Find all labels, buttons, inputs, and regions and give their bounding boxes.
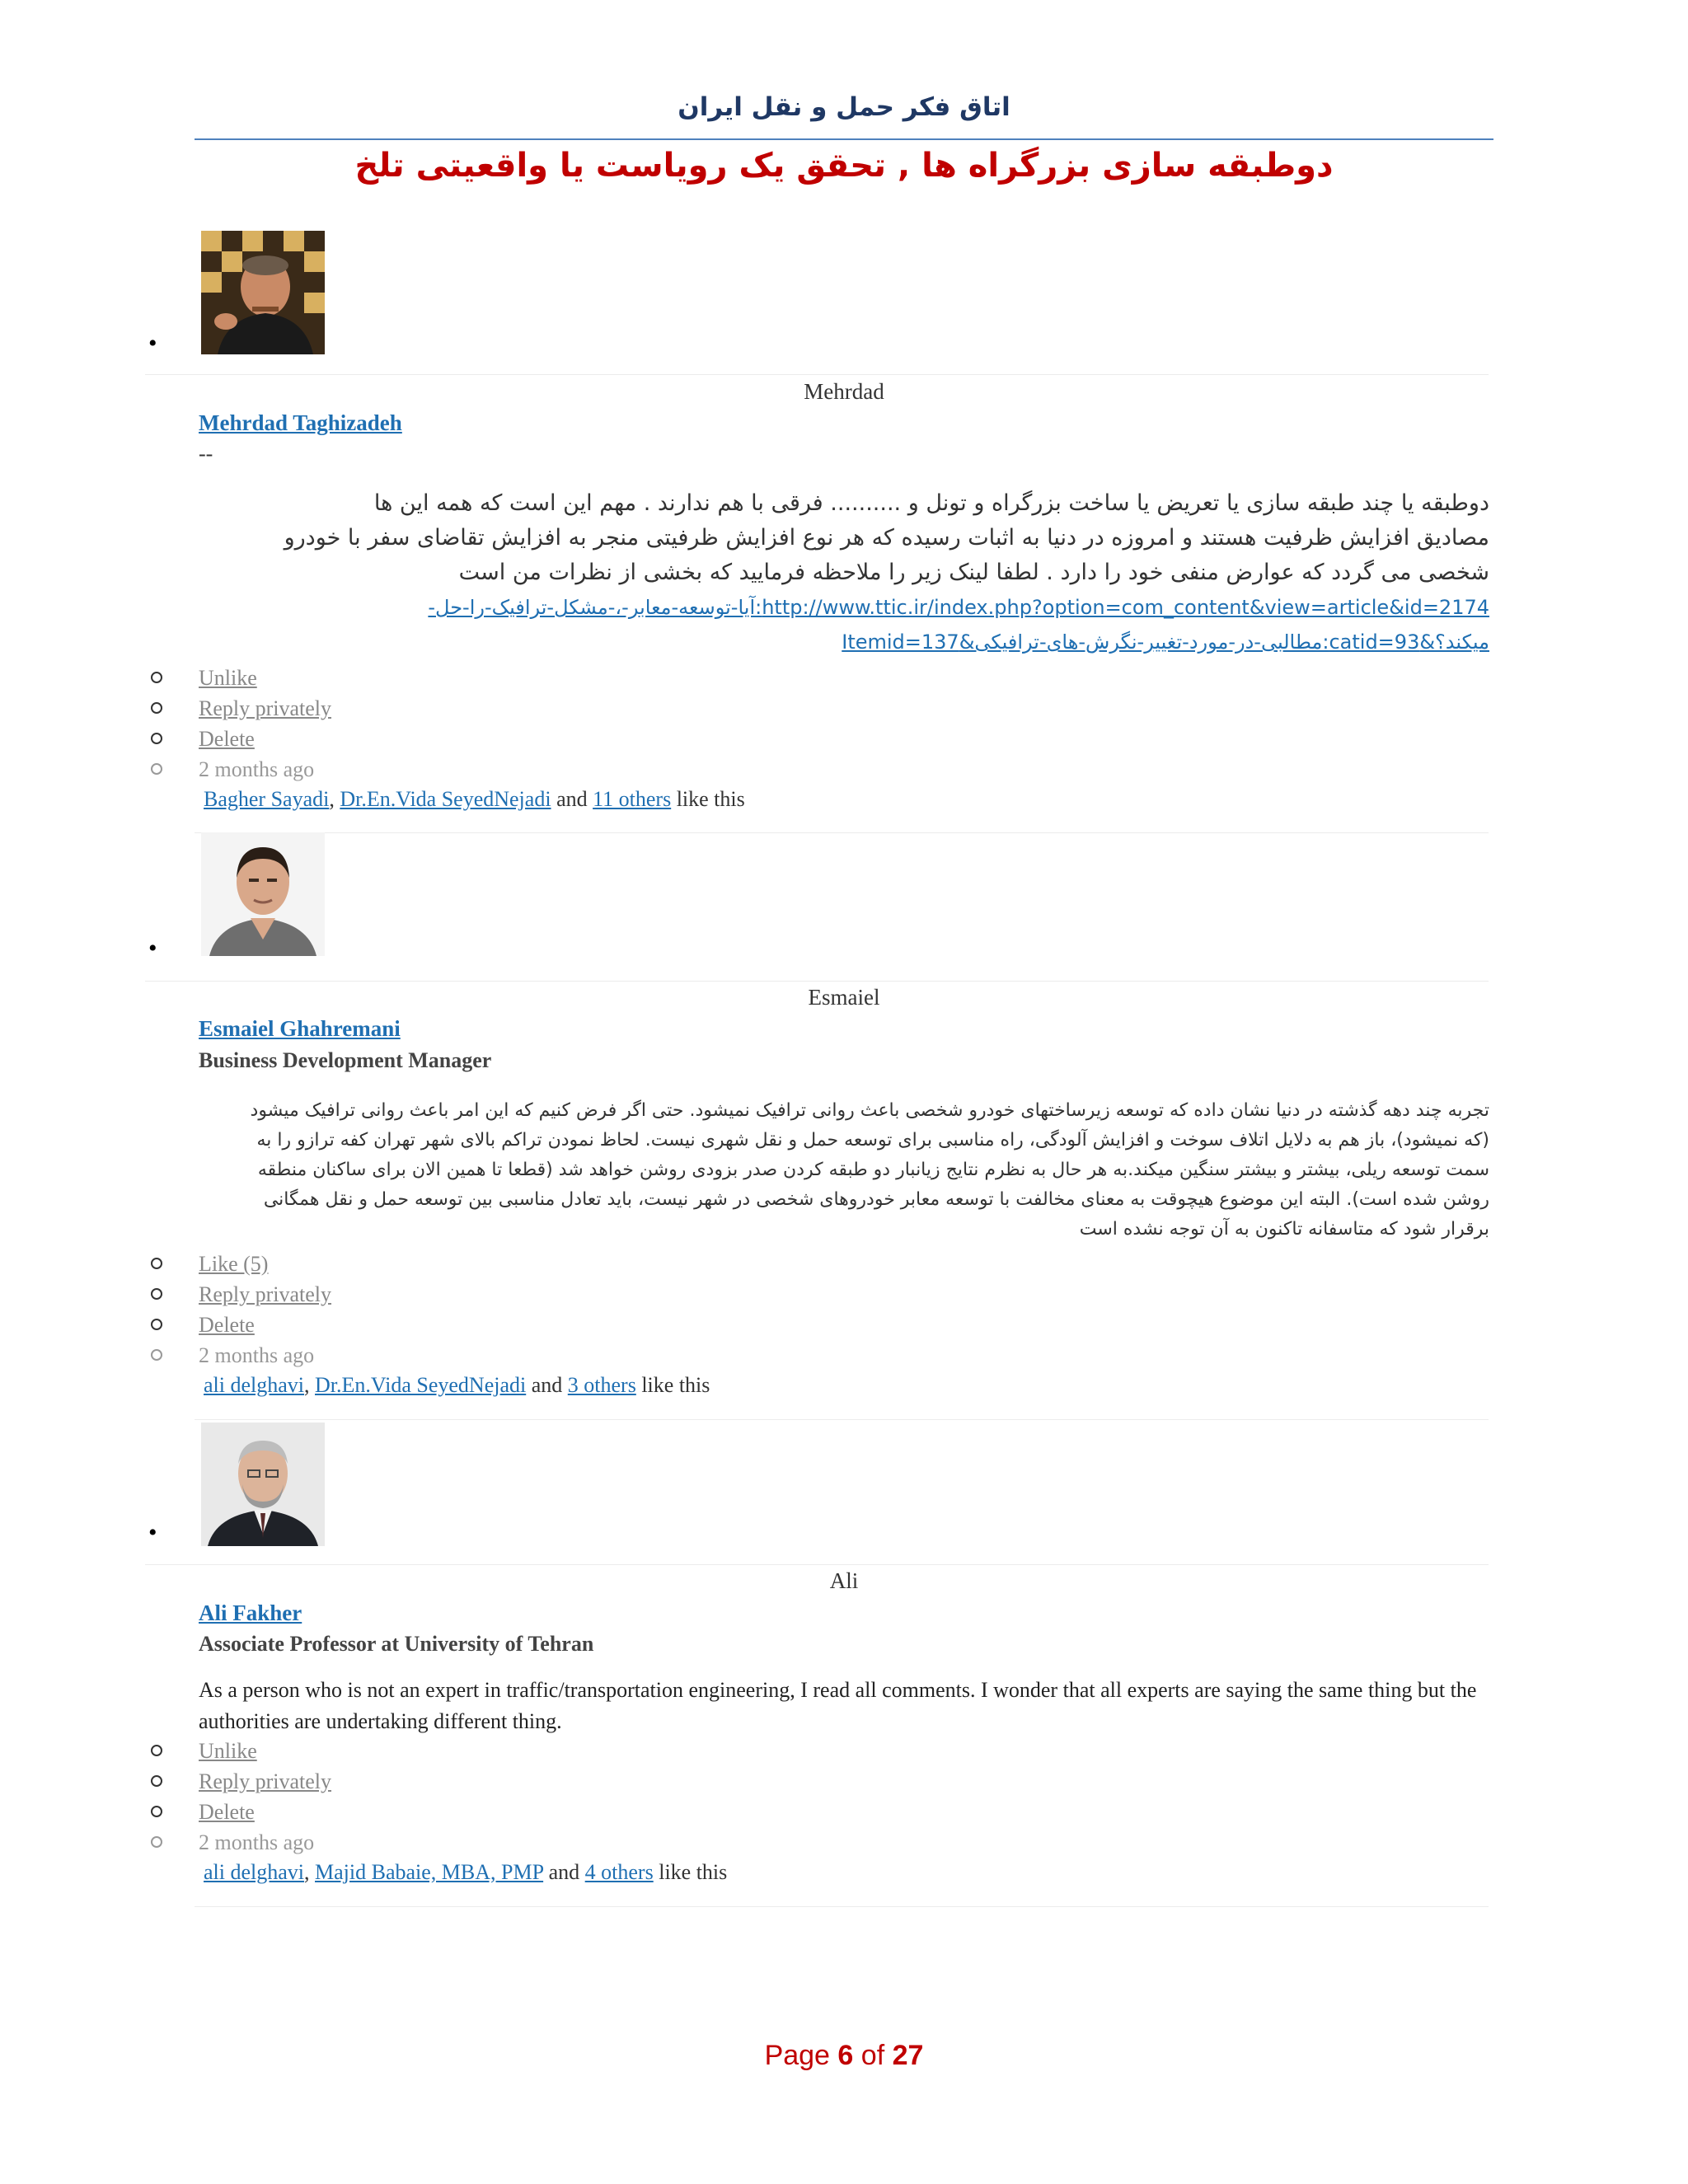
list-circle (151, 1775, 162, 1787)
body-line: دوطبقه یا چند طبقه سازی یا تعریض یا ساخت بزرگراه و تونل و .......... فرقی با هم ندارند . مهم این است که همه این ها (373, 490, 1489, 516)
author-link-esmaiel[interactable]: Esmaiel Ghahremani (199, 1016, 401, 1041)
liker-link[interactable]: Dr.En.Vida SeyedNejadi (340, 787, 551, 811)
comment-actions (147, 1249, 331, 1371)
likes-and: and (548, 1860, 580, 1884)
reply-privately-link[interactable]: Reply privately (199, 1769, 332, 1793)
body-line: روشن شده است). البته این موضوع هیچوقت به معنای مخالفت با توسعه معابر خودروهای شخصی در شهر نیست، باید تعادل مناسبی بین توسعه حمل و نقل همگانی (263, 1189, 1489, 1210)
timestamp: 2 months ago (199, 1343, 315, 1367)
list-circle (151, 1288, 162, 1300)
commenter-first-name: Mehrdad (804, 379, 884, 404)
author-headline: Business Development Manager (199, 1048, 492, 1072)
unlike-link[interactable]: Unlike (199, 1739, 257, 1763)
timestamp-item (147, 754, 331, 785)
separator (195, 1419, 1489, 1420)
body-line: مصادیق افزایش ظرفیت هستند و امروزه در دنیا به اثبات رسیده که هر نوع افزایش ظرفیتی منجر به افزایش تقاضای سفر با خودرو (284, 525, 1489, 551)
list-circle (151, 733, 162, 744)
separator (145, 374, 1489, 375)
timestamp: 2 months ago (199, 1830, 315, 1854)
like-action (147, 1249, 331, 1279)
comment-body: As a person who is not an expert in traffic/transportation engineering, I read all comments. I wonder that all experts are saying the same thing but the authorities are undertaking different thing. (199, 1678, 1477, 1733)
likes-suffix: like this (659, 1860, 728, 1884)
reply-action (147, 1766, 331, 1797)
likes-suffix: like this (641, 1373, 710, 1397)
likes-summary: Bagher Sayadi, Dr.En.Vida SeyedNejadi and 11 others like this (204, 787, 745, 811)
unlike-action (147, 663, 331, 693)
list-circle (151, 1836, 162, 1848)
author-headline: Associate Professor at University of Tehran (199, 1632, 594, 1656)
delete-link[interactable]: Delete (199, 1800, 255, 1824)
list-bullet: • (148, 1519, 157, 1546)
reply-action (147, 1279, 331, 1310)
delete-action (147, 724, 331, 754)
list-circle (151, 1349, 162, 1361)
timestamp-item (147, 1340, 331, 1371)
separator (195, 832, 1489, 833)
article-link-continued[interactable]: میکند؟&catid=93:مطالبی-در-مورد-تغییر-نگرش-های-ترافیکی&Itemid=137 (842, 630, 1489, 654)
delete-action (147, 1797, 331, 1827)
likes-summary: ali delghavi, Dr.En.Vida SeyedNejadi and 3 others like this (204, 1373, 710, 1397)
page-prefix: Page (764, 2040, 830, 2071)
total-pages: 27 (892, 2040, 924, 2071)
list-circle (151, 1319, 162, 1330)
comment-body (199, 1096, 1489, 1244)
list-circle (151, 672, 162, 683)
reply-action (147, 693, 331, 724)
body-line: برقرار شود که متاسفانه تاکنون به آن توجه نشده است (1079, 1219, 1489, 1240)
header-divider (195, 138, 1493, 140)
likes-suffix: like this (676, 787, 745, 811)
avatar-esmaiel[interactable] (201, 832, 325, 956)
list-circle (151, 1745, 162, 1756)
list-circle (151, 1806, 162, 1817)
timestamp-item (147, 1827, 331, 1858)
delete-link[interactable]: Delete (199, 1313, 255, 1337)
liker-link[interactable]: Majid Babaie, MBA, PMP (315, 1860, 544, 1884)
body-line: سمت توسعه ریلی، بیشتر و بیشتر سنگین میکند.به هر حال به نظرم نتایج زیانبار دو طبقه کردن صدر بزودی روشن خواهد شد (قطعا تا همین الان برای ساکنان منطقه (257, 1160, 1489, 1180)
liker-link[interactable]: Dr.En.Vida SeyedNejadi (315, 1373, 527, 1397)
comment-actions (147, 663, 331, 785)
comment-body (199, 486, 1489, 659)
author-headline: -- (199, 442, 213, 466)
list-bullet: • (148, 330, 157, 357)
separator (145, 981, 1489, 982)
article-link[interactable]: http://www.ttic.ir/index.php?option=com_content&view=article&id=2174:آیا-توسعه-معابر-،-مشکل-ترافیک-را-حل- (428, 596, 1489, 619)
list-circle (151, 1258, 162, 1269)
list-bullet: • (148, 935, 157, 962)
current-page: 6 (837, 2040, 854, 2071)
likes-and: and (556, 787, 588, 811)
comment-actions (147, 1736, 331, 1858)
page-number (0, 2040, 1688, 2072)
others-link[interactable]: 11 others (593, 787, 672, 811)
liker-link[interactable]: ali delghavi (204, 1373, 305, 1397)
article-title: دوطبقه سازی بزرگراه ها , تحقق یک رویاست یا واقعیتی تلخ (354, 147, 1334, 185)
likes-summary: ali delghavi, Majid Babaie, MBA, PMP and 4 others like this (204, 1860, 728, 1884)
body-line: شخصی می گردد که عوارض منفی خود را دارد . لطفا لینک زیر را ملاحظه فرمایید که بخشی از نظرات من است (458, 560, 1489, 585)
like-link[interactable]: Like (5) (199, 1252, 269, 1276)
commenter-first-name: Esmaiel (808, 985, 880, 1010)
delete-action (147, 1310, 331, 1340)
body-line: تجربه چند دهه گذشته در دنیا نشان داده که توسعه زیرساختهای خودرو شخصی باعث روانی ترافیک نمیشود. حتی اگر فرض کنیم که این امر باعث روانی ترافیک میشود (250, 1100, 1489, 1121)
likes-and: and (531, 1373, 563, 1397)
commenter-first-name: Ali (829, 1568, 859, 1593)
liker-link[interactable]: ali delghavi (204, 1860, 305, 1884)
delete-link[interactable]: Delete (199, 727, 255, 751)
liker-link[interactable]: Bagher Sayadi (204, 787, 330, 811)
author-link-ali[interactable]: Ali Fakher (199, 1601, 302, 1625)
others-link[interactable]: 4 others (584, 1860, 654, 1884)
reply-privately-link[interactable]: Reply privately (199, 696, 332, 720)
list-circle (151, 763, 162, 775)
unlike-action (147, 1736, 331, 1766)
separator (145, 1564, 1489, 1565)
separator (195, 1906, 1489, 1907)
author-link-mehrdad[interactable]: Mehrdad Taghizadeh (199, 410, 402, 435)
timestamp: 2 months ago (199, 757, 315, 781)
others-link[interactable]: 3 others (567, 1373, 636, 1397)
page-of: of (860, 2040, 885, 2071)
avatar-mehrdad[interactable] (201, 231, 325, 354)
list-circle (151, 702, 162, 714)
unlike-link[interactable]: Unlike (199, 666, 257, 690)
reply-privately-link[interactable]: Reply privately (199, 1282, 332, 1306)
body-line: (که نمیشود)، باز هم به دلایل اتلاف سوخت و افزایش آلودگی، راه مناسبی برای توسعه حمل و نقل شهری نیست. لحاظ نمودن تراکم بالای شهر تهران کفه ترازو را به (256, 1130, 1489, 1151)
header-title: اتاق فکر حمل و نقل ایران (678, 92, 1010, 122)
avatar-ali[interactable] (201, 1422, 325, 1546)
